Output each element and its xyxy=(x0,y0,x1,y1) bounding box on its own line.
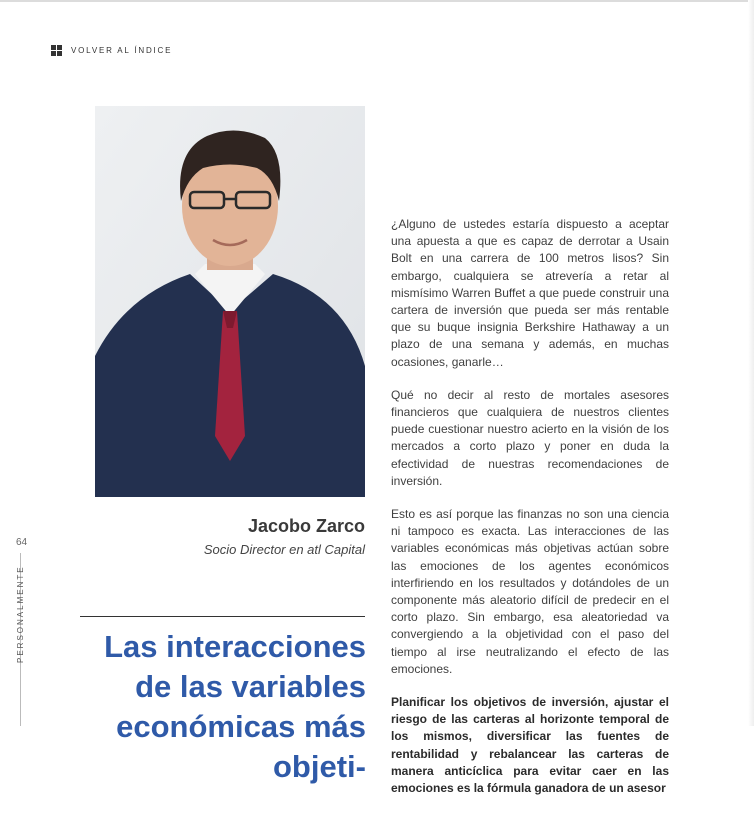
section-label: PERSONALMENTE xyxy=(16,565,25,663)
body-paragraph: Qué no decir al resto de mortales asesores financieros que cualquiera de nuestros clientes puede cuestionar nuestro acierto en la visión de los mercados a corto plazo y poner en duda la efectividad de nuestras recomendaciones de inversión. xyxy=(391,387,669,488)
portrait-photo xyxy=(95,106,365,497)
headline-rule xyxy=(80,616,365,617)
back-to-index-link[interactable] xyxy=(51,45,172,56)
person-name: Jacobo Zarco xyxy=(247,516,365,536)
page-number: 64 xyxy=(16,537,28,548)
grid-icon xyxy=(51,45,62,56)
article-body xyxy=(391,216,669,813)
top-border xyxy=(0,0,754,2)
body-paragraph-highlight: Planificar los objetivos de inversión, ajustar el riesgo de las carteras al horizonte temporal de los mismos, diversificar las fuentes de rentabilidad y rebalancear las carteras de manera anticíclica para evitar caer en las emociones es la fórmula ganadora de un asesor xyxy=(391,695,669,796)
back-to-index-label: VOLVER AL ÍNDICE xyxy=(71,46,173,55)
body-paragraph: ¿Alguno de ustedes estaría dispuesto a aceptar una apuesta a que es capaz de derrotar a Usain Bolt en una carrera de 100 metros lisos? Sin embargo, cualquiera se atrevería a retar al mismísimo Warren Buffet a que puede construir una cartera de inversión que pueda ser más rentable que su buque insignia Berkshire Hathaway a un plazo de una semana y además, en muchas ocasiones, ganarle… xyxy=(391,217,669,369)
person-role: Socio Director en atl Capital xyxy=(203,542,365,557)
page-edge-shadow xyxy=(748,0,754,726)
article-headline: Las interacciones de las variables económicas más objeti- xyxy=(104,629,366,784)
body-paragraph: Esto es así porque las finanzas no son una ciencia ni tampoco es exacta. Las interacciones de las variables económicas más objetivas actúan sobre las emociones de los agentes económicos interfiriendo en los resultados y dotándoles de un componente más aleatorio difícil de predecir en el corto plazo. Sin embargo, esa aleatoriedad va convergiendo a la objetividad con el paso del tiempo al irse neutralizando el efecto de las emociones. xyxy=(391,507,669,676)
